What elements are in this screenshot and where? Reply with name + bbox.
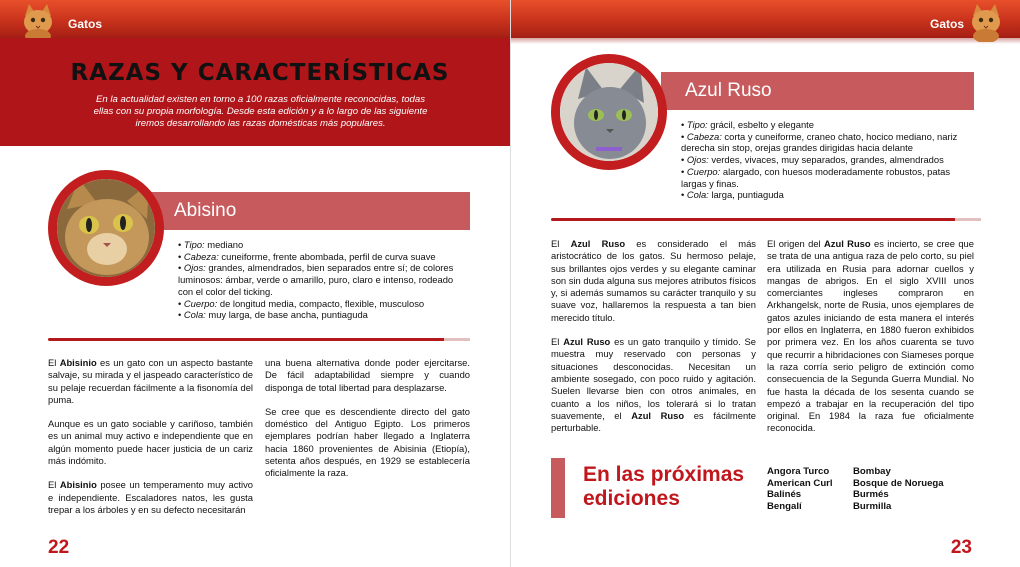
cat-face-icon [20,2,56,42]
hero-block [0,38,510,146]
next-editions-list-1 [767,466,833,513]
feature-item: • Cuerpo: alargado, con huesos moderadamente robustos, patas largas y finas. [681,165,951,189]
paragraph: El Abisinio es un gato con un aspecto bastante salvaje, su mirada y el jaspeado característico de su pelaje recuerdan fácilmente a la fisonomía del puma. [48,357,253,405]
feature-item: • Cuerpo: de longitud media, compacto, flexible, musculoso [178,297,425,309]
paragraph: Se cree que es descendiente directo del gato doméstico del Antiguo Egipto. Los primeros ejemplares podrían haber llegado a Inglaterra hacia 1860 provenientes de Abisinia (Etiopía), setenta años después, en 1929 se establecería oficialmente la raza. [265,405,470,479]
body-column-2 [265,357,470,492]
feature-item: • Cabeza: cuneiforme, frente abombada, perfil de curva suave [178,250,436,262]
feature-item: • Tipo: mediano [178,239,244,250]
body-column-1 [551,238,756,446]
section-divider [48,338,462,341]
list-item: Burmés [853,489,889,501]
paragraph: El Azul Ruso es un gato tranquilo y tímido. Se muestra muy reservado con personas y situaciones desconocidas. Necesitan un ambiente sosegado, con poco ruido y agitación. Suelen llevarse bien con otros animales, en cuanto a los niños, los tolerará si lo tratan suavemente, el Azul Ruso es fácilmente perturbable. [551,336,756,434]
cat-face-icon [968,2,1004,42]
feature-item: • Ojos: verdes, vivaces, muy separados, grandes, almendrados [681,154,944,166]
feature-item: • Cabeza: corta y cuneiforme, craneo chato, hocico mediano, nariz derecha sin stop, orejas grandes dirigidas hacia delante [681,130,958,154]
body-column-1 [48,357,253,528]
feature-item: • Ojos: grandes, almendrados, bien separados entre sí; de colores luminosos: ámbar, verde o amarillo, puro, claro e intenso, rodeado con el color del ticking. [178,262,454,297]
body-column-2 [767,238,974,447]
breed-features [681,119,973,201]
right-page [510,0,1020,567]
section-divider [551,218,973,221]
list-item: Bombay [853,466,891,477]
abyssinian-cat-photo [48,170,164,286]
feature-item: • Cola: larga, puntiaguda [681,189,784,201]
section-title: Gatos [929,17,964,31]
paragraph: El Abisinio posee un temperamento muy activo e independiente. Escaladores natos, les gusta trepar a los árboles y en su defecto necesitarán [48,479,253,515]
list-item: Balinés [767,489,802,501]
paragraph: Aunque es un gato sociable y cariñoso, también es un animal muy activo e independiente que en algún momento puede hacer justicia de un cariz más indómito. [48,418,253,467]
feature-item: • Cola: muy larga, de base ancha, puntiaguda [178,309,368,321]
list-item: Burmilla [853,501,892,513]
intro-text: En la actualidad existen en torno a 100 razas oficialmente reconocidas, todas ellas con su propia morfología. Desde esta edición y a lo largo de las siguiente iremos desarrollando las razas domésticas más populares. [93,94,428,129]
list-item: Bengalí [767,501,802,513]
breed-name: Azul Ruso [685,80,772,101]
next-editions-accent-bar [551,458,565,518]
list-item: Bosque de Noruega [853,477,944,489]
breed-name-bar [150,192,470,230]
next-editions-list-2 [853,466,944,513]
paragraph: El Azul Ruso es considerado el más aristocrático de los gatos. Su hermoso pelaje, sus brillantes ojos verdes y su elegante caminar son sin duda alguna sus mejores atributos físicos y, si además sumamos su carácter tranquilo y su suave voz, hallaremos la respuesta a tan bien merecido título. [551,238,756,323]
paragraph: El origen del Azul Ruso es incierto, se cree que se trata de una antigua raza de pelo corto, su piel era utilizada en Rusia para adornar cuellos y mangas de abrigos. En el siglo XVIII unos comerciantes ingleses compraron en Arkhangelsk, norte de Rusia, unos ejemplares de gatos azules iniciando de esta manera el interés por ellos en Inglaterra, en 1880 fueron exhibidos por primera vez. En los años cuarenta se tuvo que recurrir a hibridaciones con Siameses porque la raza corría serio peligro de extinción como consecuencia de la Segunda Guerra Mundial. No fue hasta la década de los sesenta cuando se empezó a trabajar en la recuperación del tipo original. En 1984 la raza fue oficialmente reconocida. [767,238,974,434]
list-item: Angora Turco [767,466,830,477]
breed-name-bar [661,72,974,110]
page-number: 22 [48,537,70,558]
russian-blue-cat-photo [551,54,667,170]
section-title: Gatos [68,17,103,31]
list-item: American Curl [767,477,833,489]
breed-name: Abisino [174,200,237,221]
breed-features [178,239,470,321]
feature-item: • Tipo: grácil, esbelto y elegante [681,119,814,130]
page-title: RAZAS Y CARACTERÍSTICAS [70,60,450,86]
next-editions-title: En las próximas ediciones [583,463,745,510]
page-number: 23 [950,537,972,558]
paragraph: una buena alternativa donde poder ejercitarse. De fácil adaptabilidad siempre y cuando disponga de total libertad para desplazarse. [265,357,470,393]
